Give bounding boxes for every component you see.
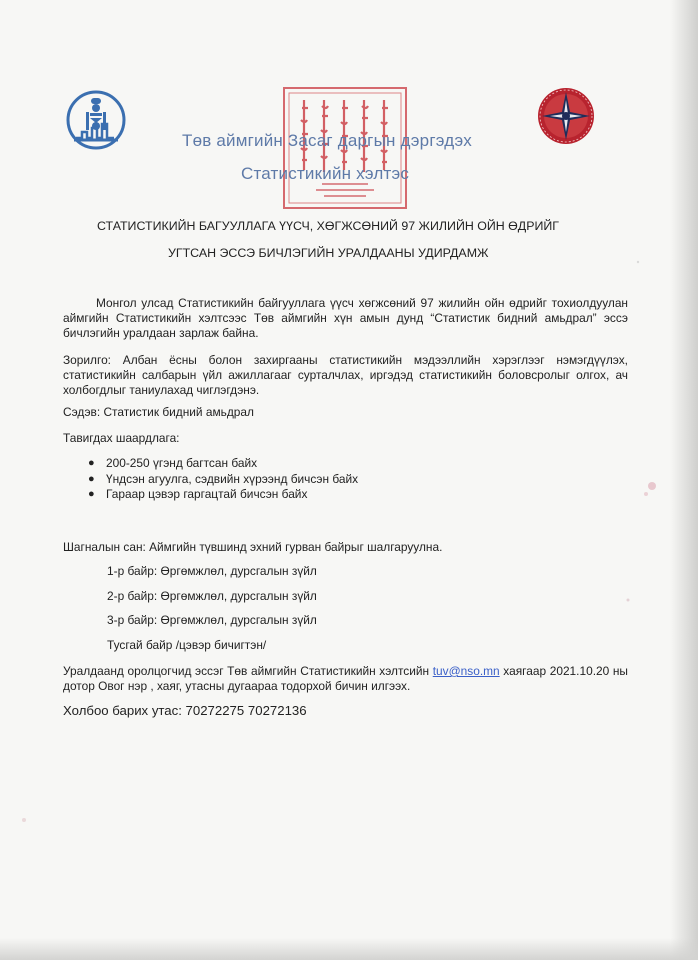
list-item bbox=[88, 456, 488, 472]
contact-phone-line: Холбоо барих утас: 70272275 70272136 bbox=[63, 703, 307, 718]
document-title-line1: СТАТИСТИКИЙН БАГУУЛЛАГА ҮҮСЧ, ХӨГЖСӨНИЙ 97 ЖИЛИЙН ОЙН ӨДРИЙГ bbox=[97, 219, 559, 233]
prize-special-place: Тусгай байр /цэвэр бичигтэн/ bbox=[107, 638, 267, 652]
email-link[interactable]: tuv@nso.mn bbox=[432, 664, 500, 678]
prize-place-1: 1-р байр: Өргөмжлөл, дурсгалын зүйл bbox=[107, 564, 317, 578]
compass-star-emblem-icon bbox=[536, 86, 596, 146]
prize-place-3: 3-р байр: Өргөмжлөл, дурсгалын зүйл bbox=[107, 613, 317, 627]
scan-shadow-bottom bbox=[0, 938, 698, 960]
submission-text-after: хаягаар 2021.10.20 ны дотор Овог нэр , хаяг, утасны дугаараа тодорхой бичин илгээх. bbox=[63, 664, 628, 693]
department-name: Статистикийн хэлтэс bbox=[241, 164, 410, 183]
submission-paragraph bbox=[63, 664, 628, 694]
list-item bbox=[88, 472, 488, 488]
topic-line: Сэдэв: Статистик бидний амьдрал bbox=[63, 405, 254, 419]
bullet-icon: ● bbox=[88, 488, 95, 500]
bullet-icon: ● bbox=[88, 457, 95, 469]
requirement-text: Үндсэн агуулга, сэдвийн хүрээнд бичсэн байх bbox=[106, 471, 359, 486]
organization-name: Төв аймгийн Засаг даргын дэргэдэх bbox=[182, 131, 472, 150]
requirements-label: Тавигдах шаардлага: bbox=[63, 431, 180, 445]
list-item bbox=[88, 487, 488, 503]
requirements-list bbox=[88, 456, 488, 503]
document-title-line2: УГТСАН ЭССЭ БИЧЛЭГИЙН УРАЛДААНЫ УДИРДАМЖ bbox=[168, 246, 489, 260]
intro-paragraph: Монгол улсад Статистикийн байгууллага үүсч хөгжсөний 97 жилийн ойн өдрийг тохиолдуулан аймгийн Статистикийн хэлтсээс Төв аймгийн хүн амын дунд “Статистик бидний амьдрал” эссэ бичлэгийн уралдаан зарлаж байна. bbox=[63, 296, 628, 340]
prize-fund-line: Шагналын сан: Аймгийн түвшинд эхний гурван байрыг шалгаруулна. bbox=[63, 540, 443, 554]
scan-shadow-right bbox=[670, 0, 698, 960]
goal-paragraph: Зорилго: Албан ёсны болон захиргааны статистикийн мэдээллийн хэрэглээг нэмэгдүүлэх, статистикийн салбарын үйл ажиллагааг сурталчлах, иргэдэд статистикийн боловсролыг олгох, ач холбогдлыг таниулахад чиглэгдэнэ. bbox=[63, 353, 628, 397]
prize-place-2: 2-р байр: Өргөмжлөл, дурсгалын зүйл bbox=[107, 589, 317, 603]
soyombo-emblem-icon bbox=[64, 90, 128, 150]
requirement-text: Гараар цэвэр гаргацтай бичсэн байх bbox=[106, 487, 308, 501]
bullet-icon: ● bbox=[88, 472, 95, 485]
submission-text-before: Уралдаанд оролцогчид эссэг Төв аймгийн Статистикийн хэлтсийн bbox=[63, 664, 433, 678]
requirement-text: 200-250 үгэнд багтсан байх bbox=[106, 456, 258, 470]
